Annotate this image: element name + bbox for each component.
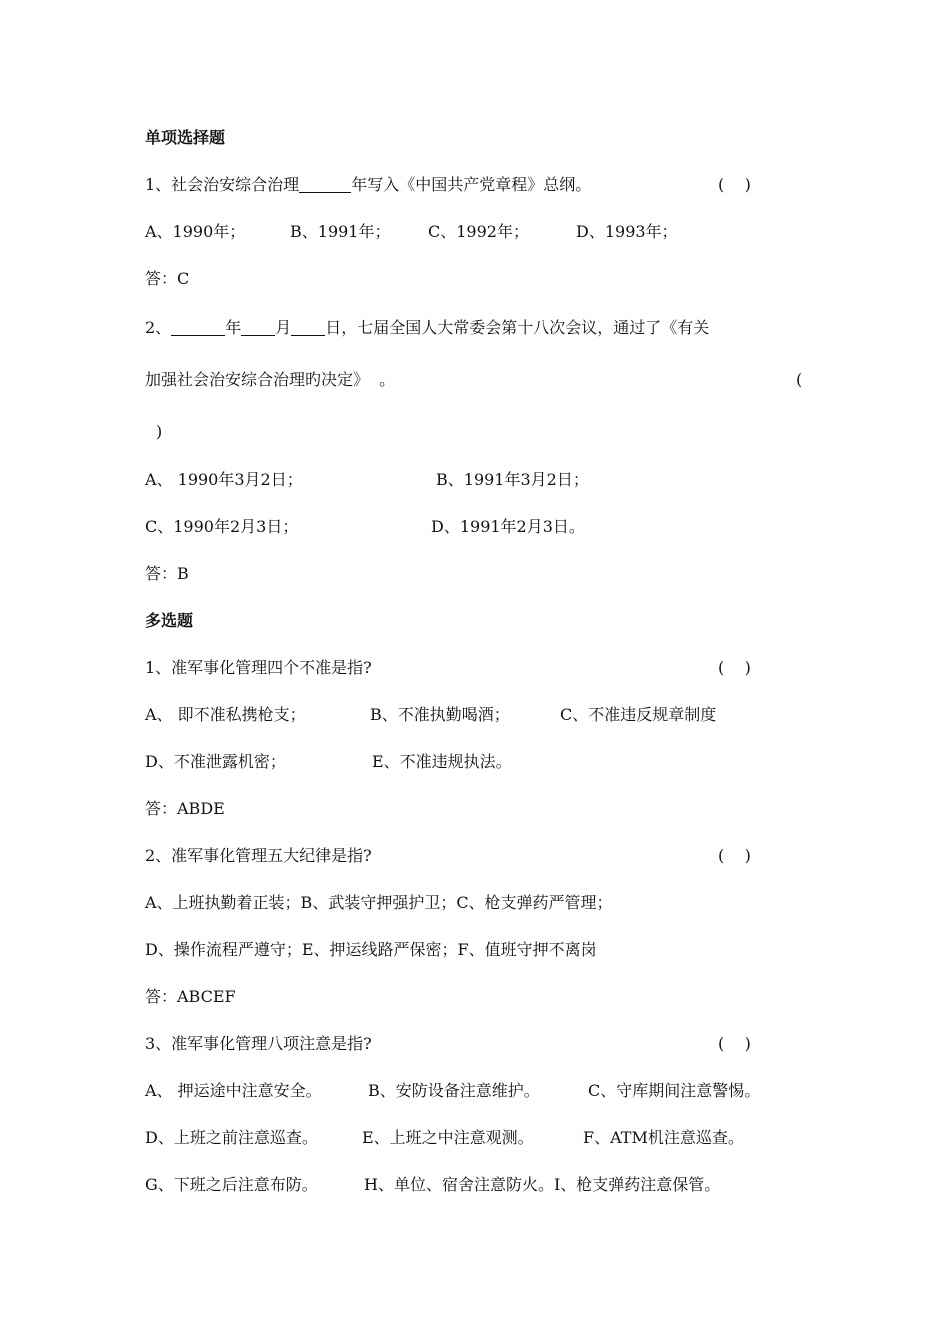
multi-question-1-paren: ( ) <box>718 658 751 677</box>
section-title-multi-choice: 多选题 <box>145 611 194 630</box>
multi-question-3-paren: ( ) <box>718 1034 751 1053</box>
question-2-rest: 日，七届全国人大常委会第十八次会议，通过了《有关 <box>325 318 710 337</box>
question-1 <box>145 175 591 195</box>
m3-option-b: B、安防设备注意维护。 <box>368 1081 540 1100</box>
question-1-prefix: 1、社会治安综合治理 <box>145 175 300 194</box>
q1-option-d: D、1993年； <box>576 222 678 241</box>
question-2-line2: 加强社会治安综合治理旳决定》 。 <box>145 370 396 389</box>
q1-option-b: B、1991年； <box>290 222 391 241</box>
question-1-suffix: 年写入《中国共产党章程》总纲。 <box>351 175 592 194</box>
multi-question-1: 1、准军事化管理四个不准是指? <box>145 658 372 677</box>
q2-option-b: B、1991年3月2日； <box>436 470 589 489</box>
m3-option-c: C、守库期间注意警惕。 <box>588 1081 761 1100</box>
m2-options-line-2: D、操作流程严遵守；E、押运线路严保密；F、值班守押不离岗 <box>145 940 597 959</box>
question-2-paren-close: ) <box>156 422 163 441</box>
m1-option-b: B、不准执勤喝酒； <box>370 705 510 724</box>
question-1-paren: ( ) <box>718 175 751 194</box>
m3-option-f: F、ATM机注意巡查。 <box>583 1128 744 1147</box>
day-blank <box>291 319 325 336</box>
month-label: 月 <box>275 318 292 337</box>
m3-option-e: E、上班之中注意观测。 <box>362 1128 534 1147</box>
section-title-single-choice: 单项选择题 <box>145 128 226 147</box>
multi-question-2: 2、准军事化管理五大纪律是指? <box>145 846 372 865</box>
m3-option-d: D、上班之前注意巡查。 <box>145 1128 318 1147</box>
m3-option-g: G、下班之后注意布防。 <box>145 1175 318 1194</box>
q2-option-d: D、1991年2月3日。 <box>431 517 585 536</box>
multi-question-3: 3、准军事化管理八项注意是指? <box>145 1034 372 1053</box>
m1-option-a: A、 即不准私携枪支； <box>145 705 306 724</box>
q2-option-c: C、1990年2月3日； <box>145 517 299 536</box>
q1-option-c: C、1992年； <box>428 222 529 241</box>
m1-option-d: D、不准泄露机密； <box>145 752 286 771</box>
answer-blank <box>299 176 351 193</box>
q1-answer: 答：C <box>145 269 190 288</box>
m2-answer: 答：ABCEF <box>145 987 236 1006</box>
year-label: 年 <box>225 318 242 337</box>
m1-answer: 答：ABDE <box>145 799 225 818</box>
m1-option-c: C、不准违反规章制度 <box>560 705 717 724</box>
question-2 <box>145 318 709 338</box>
year-blank <box>171 319 225 336</box>
m1-option-e: E、不准违规执法。 <box>372 752 512 771</box>
q1-option-a: A、1990年； <box>145 222 246 241</box>
multi-question-2-paren: ( ) <box>718 846 751 865</box>
q2-option-a: A、 1990年3月2日； <box>145 470 303 489</box>
m3-option-h-i: H、单位、宿舍注意防火。I、枪支弹药注意保管。 <box>364 1175 721 1194</box>
m3-option-a: A、 押运途中注意安全。 <box>145 1081 322 1100</box>
q2-answer: 答：B <box>145 564 189 583</box>
question-2-paren-open: ( <box>796 370 803 389</box>
question-2-num: 2、 <box>145 318 172 337</box>
month-blank <box>241 319 275 336</box>
m2-options-line-1: A、上班执勤着正装；B、武装守押强护卫；C、枪支弹药严管理； <box>145 893 613 912</box>
